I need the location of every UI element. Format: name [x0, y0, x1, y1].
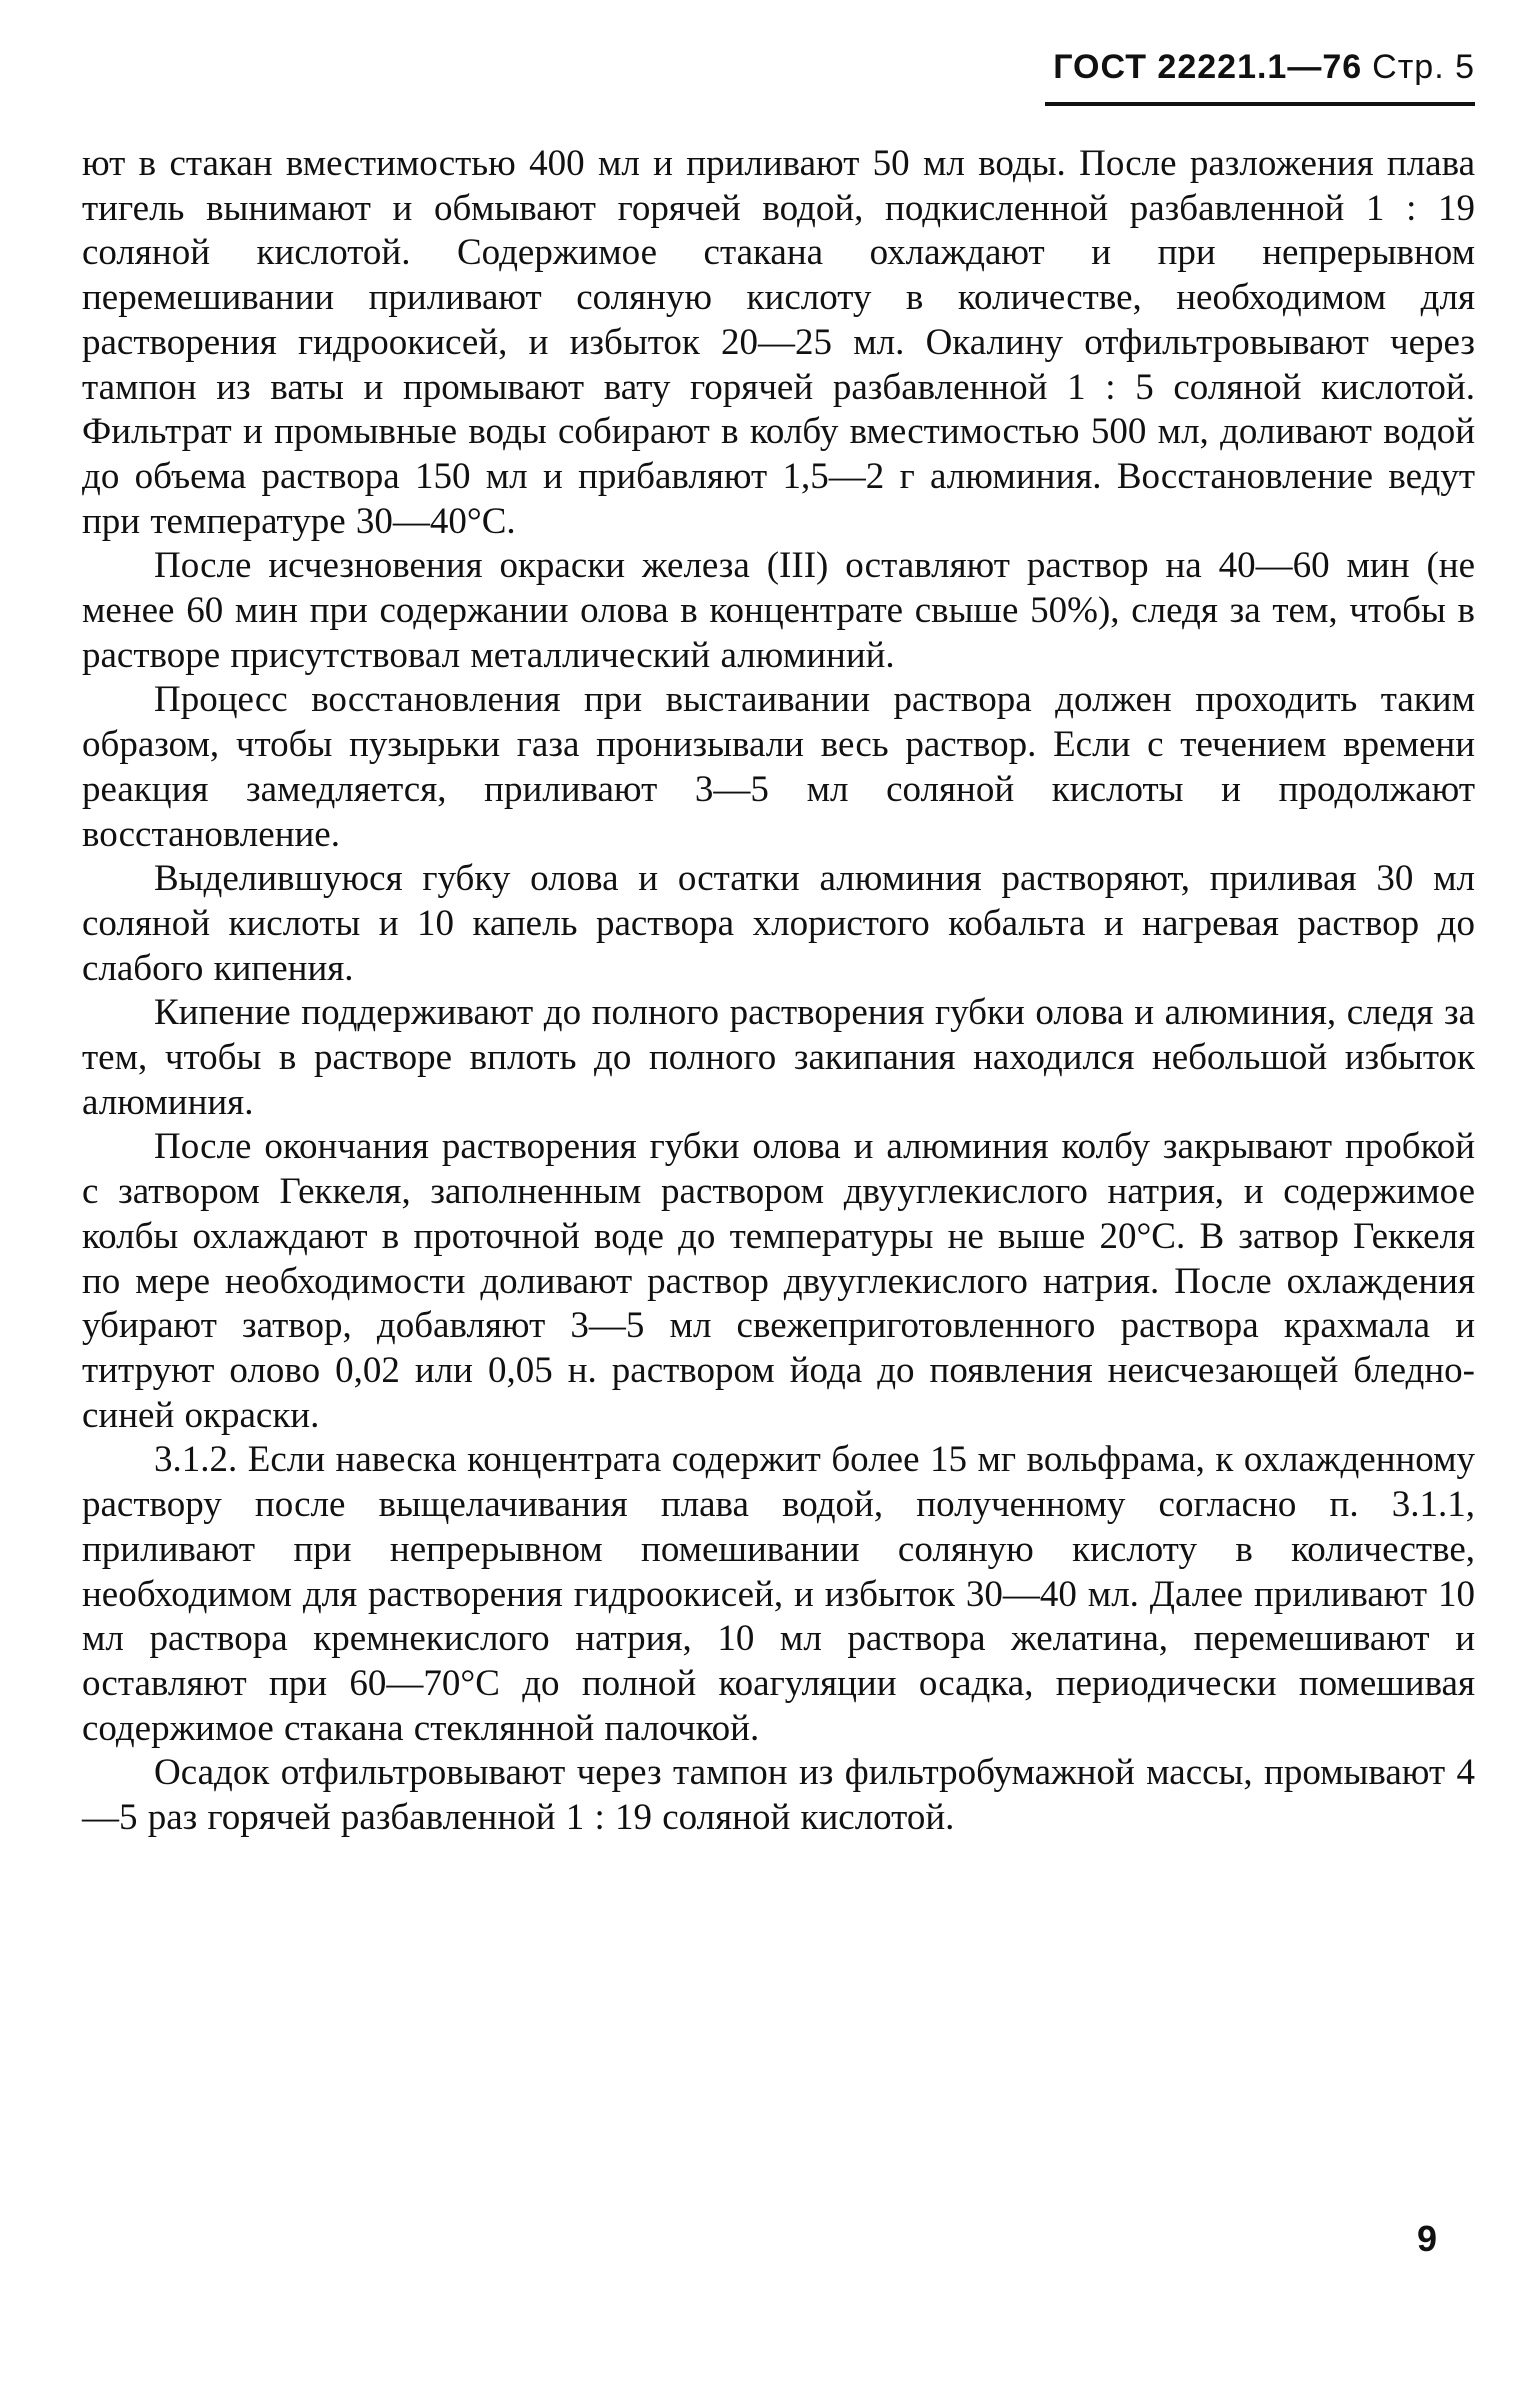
- paragraph-3: Процесс восстановления при выстаивании раствора должен проходить таким образом, чтобы пузырьки газа пронизывали весь раствор. Если с течением времени реакция замедляется, приливают 3—5 мл соляной кислоты и продолжают восстановление.: [82, 679, 1475, 855]
- paragraph-5: Кипение поддерживают до полного растворения губки олова и алюминия, следя за тем, чтобы в растворе вплоть до полного закипания находился небольшой избыток алюминия.: [82, 992, 1475, 1123]
- paragraph-8: Осадок отфильтровывают через тампон из фильтробумажной массы, промывают 4—5 раз горячей разбавленной 1 : 19 соляной кислотой.: [82, 1752, 1475, 1839]
- page-number: 9: [1417, 2218, 1438, 2259]
- standard-code: ГОСТ 22221.1—76: [1053, 48, 1363, 86]
- paragraph-6: После окончания растворения губки олова и алюминия колбу закрывают пробкой с затвором Геккеля, заполненным раствором двууглекислого натрия, и содержимое колбы охлаждают в проточной воде до температуры не выше 20°С. В затвор Геккеля по мере необходимости доливают раствор двууглекислого натрия. После охлаждения убирают затвор, добавляют 3—5 мл свежеприготовленного раствора крахмала и титруют олово 0,02 или 0,05 н. раствором йода до появления неисчезающей бледно-синей окраски.: [82, 1126, 1475, 1436]
- page-header: [1045, 48, 1475, 112]
- header-text: [1053, 48, 1475, 87]
- body-text: [82, 142, 1475, 1841]
- paragraph-7: 3.1.2. Если навеска концентрата содержит более 15 мг вольфрама, к охлажденному раствору после выщелачивания плава водой, полученному согласно п. 3.1.1, приливают при непрерывном помешивании соляную кислоту в количестве, необходимом для растворения гидроокисей, и избыток 30—40 мл. Далее приливают 10 мл раствора кремнекислого натрия, 10 мл раствора желатина, перемешивают и оставляют при 60—70°С до полной коагуляции осадка, периодически помешивая содержимое стакана стеклянной палочкой.: [82, 1439, 1475, 1749]
- standard-page-ref: Стр. 5: [1372, 48, 1475, 86]
- paragraph-4: Выделившуюся губку олова и остатки алюминия растворяют, приливая 30 мл соляной кислоты и 10 капель раствора хлористого кобальта и нагревая раствор до слабого кипения.: [82, 858, 1475, 989]
- header-rule: [1045, 102, 1475, 106]
- paragraph-1: ют в стакан вместимостью 400 мл и приливают 50 мл воды. После разложения плава тигель вынимают и обмывают горячей водой, подкисленной разбавленной 1 : 19 соляной кислотой. Содержимое стакана охлаждают и при непрерывном перемешивании приливают соляную кислоту в количестве, необходимом для растворения гидроокисей, и избыток 20—25 мл. Окалину отфильтровывают через тампон из ваты и промывают вату горячей разбавленной 1 : 5 соляной кислотой. Фильтрат и промывные воды собирают в колбу вместимостью 500 мл, доливают водой до объема раствора 150 мл и прибавляют 1,5—2 г алюминия. Восстановление ведут при температуре 30—40°С.: [82, 143, 1475, 542]
- paragraph-2: После исчезновения окраски железа (III) оставляют раствор на 40—60 мин (не менее 60 мин при содержании олова в концентрате свыше 50%), следя за тем, чтобы в растворе присутствовал металлический алюминий.: [82, 545, 1475, 676]
